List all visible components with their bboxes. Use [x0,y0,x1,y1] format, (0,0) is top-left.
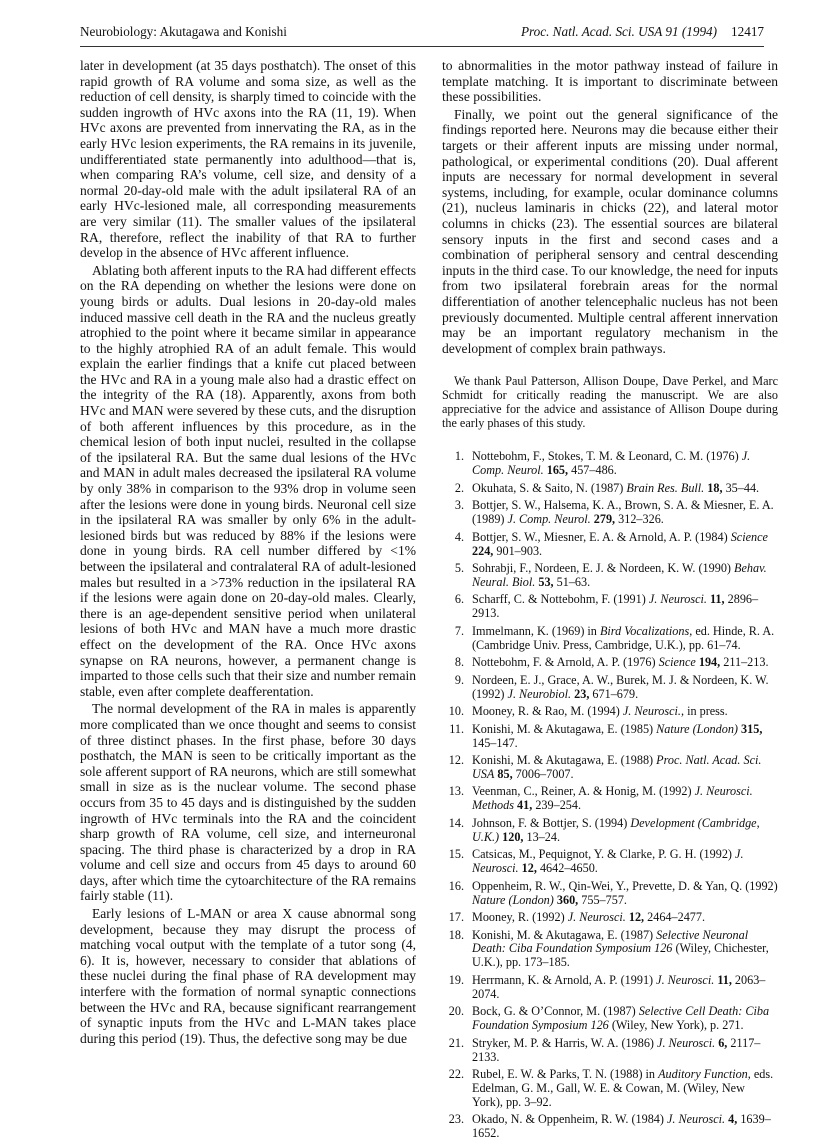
reference-number: 7. [454,623,464,638]
reference-number: 18. [448,927,464,942]
reference-number: 14. [448,815,464,830]
reference-number: 13. [448,784,464,799]
reference-volume: 165, [546,463,569,478]
reference-pages: 2464–2477. [647,910,706,925]
reference-journal: Bird Vocalizations, [599,623,693,638]
reference-volume: 53, [538,574,554,589]
reference-journal: Nature (London) [472,892,554,907]
reference-journal: Auditory Function, [658,1067,751,1082]
reference-number: 5. [454,561,464,575]
reference-journal: J. Neurosci. [666,1112,726,1127]
reference-journal: J. Neurosci. Methods [472,784,753,813]
reference-authors: Bock, G. & O’Connor, M. (1987) [472,1004,636,1019]
reference-pages: 457–486. [571,463,617,478]
reference-item [442,593,778,621]
reference-item [442,499,778,527]
acknowledgment: We thank Paul Patterson, Allison Doupe, Dave Perkel, and Marc Schmidt for critically reading the manuscript. We are also appreciative for the advice and assistance of Allison Doupe during the early phases of this study. [442,374,778,431]
reference-number: 22. [448,1067,464,1082]
reference-journal: J. Neurosci. [567,910,626,925]
reference-authors: Stryker, M. P. & Harris, W. A. (1986) [472,1035,654,1050]
reference-journal: J. Neurosci. [648,592,707,607]
reference-authors: Mooney, R. & Rao, M. (1994) [472,704,620,719]
reference-number: 23. [448,1112,464,1127]
reference-volume: 315, [741,721,763,736]
body-paragraph: The normal development of the RA in males is apparently more complicated than we once thought and seems to consist of three distinct phases. In the first phase, before 30 days posthatch, the MAN is seen to be critically important as the sole afferent support of RA neurons, which are still somewhat small in size as is the nuclear volume. The second phase occurs from 35 to 45 days and is distinguished by the sudden ingrowth of HVc terminals into the RA and the coincident sharp growth of RA volume, cell size, and interneuronal spacing. The third phase is characterized by a drop in RA volume and cell size and occurs from 45 days to around 60 days, after which time the cytoarchitecture of the RA remains fairly stable (11). [80,701,416,904]
reference-item [442,1005,778,1033]
header-journal-citation [521,24,764,40]
reference-volume: 6, [718,1035,728,1050]
reference-number: 16. [448,878,464,893]
body-paragraph: Early lesions of L-MAN or area X cause abnormal song development, because they may disrupt the process of matching vocal output with the template of a tutor song (4, 6). It is, however, necessary to consider that ablations of these nuclei during the final phase of RA development may interfere with the formation of normal synaptic connections between the HVc and RA, because significant rearrangement of synaptic inputs from the HVc and L-MAN takes place during this period (19). Thus, the defective song may be due [80,906,416,1046]
reference-item [442,848,778,876]
reference-volume: 279, [593,512,616,527]
reference-pages: ed. Hinde, R. A. (Cambridge Univ. Press, Cambridge, U.K.), pp. 61–74. [472,623,775,652]
reference-authors: Konishi, M. & Akutagawa, E. (1985) [472,721,654,736]
reference-pages: 2117–2133. [472,1035,761,1064]
reference-volume: 360, [556,892,579,907]
reference-authors: Nottebohm, F., Stokes, T. M. & Leonard, C. M. (1976) [472,449,739,464]
reference-item [442,754,778,782]
reference-authors: Mooney, R. (1992) [472,910,565,925]
reference-authors: Johnson, F. & Bottjer, S. (1994) [472,815,628,830]
reference-authors: Nordeen, E. J., Grace, A. W., Burek, M. J. & Nordeen, K. W. (1992) [472,672,769,701]
reference-pages: 7006–7007. [515,766,574,781]
reference-item [442,929,778,971]
reference-number: 1. [454,449,464,464]
reference-number: 12. [448,753,464,768]
reference-item [442,482,778,496]
reference-authors: Konishi, M. & Akutagawa, E. (1988) [472,753,654,768]
reference-authors: Scharff, C. & Nottebohm, F. (1991) [472,592,646,607]
reference-journal: Selective Neuronal Death: Ciba Foundation Symposium 126 [472,927,749,956]
reference-journal: Development (Cambridge, U.K.) [472,815,760,844]
reference-pages: 755–757. [581,892,627,907]
reference-journal: J. Neurosci., [622,704,685,719]
reference-journal: Science [730,529,768,544]
reference-number: 9. [454,672,464,687]
reference-authors: Bottjer, S. W., Halsema, K. A., Brown, S. A. & Miesner, E. A. (1989) [472,498,774,527]
reference-pages: (Wiley, New York), p. 271. [611,1018,744,1033]
reference-pages: 51–63. [556,574,591,589]
reference-number: 20. [448,1004,464,1019]
reference-item [442,705,778,719]
reference-journal: Nature (London) [656,721,738,736]
reference-list [442,450,778,1141]
reference-journal: Behav. Neural. Biol. [472,561,767,589]
reference-pages: 4642–4650. [539,861,598,876]
reference-pages: 145–147. [472,735,518,750]
reference-item [442,1037,778,1065]
reference-item [442,531,778,559]
reference-volume: 85, [497,766,513,781]
reference-journal: Brain Res. Bull. [626,480,705,495]
reference-item [442,723,778,751]
reference-volume: 120, [502,829,524,844]
reference-volume: 12, [628,910,645,925]
reference-number: 19. [448,972,464,987]
reference-pages: 211–213. [723,655,769,670]
reference-authors: Herrmann, K. & Arnold, A. P. (1991) [472,972,654,987]
reference-journal: J. Comp. Neurol. [507,512,591,527]
body-paragraph: later in development (at 35 days posthatch). The onset of this rapid growth of RA volume and soma size, as well as the reduction of cell density, is sharply timed to coincide with the sudden ingrowth of HVc axons into the RA (11, 19). When HVc axons are prevented from innervating the RA, as in the early HVc lesion experiments, the RA remains in its juvenile, undifferentiated state permanently into adulthood—that is, when comparing RA’s volume, cell size, and density of a normal 20-day-old male with the adult ipsilateral RA of an early HVc-lesioned male, all corresponding measurements are very similar (11). The smaller values of the ipsilateral RA, therefore, reflect the inability of that RA to further develop in the absence of HVc afferent influence. [80,58,416,261]
reference-volume: 11, [710,592,725,607]
reference-authors: Bottjer, S. W., Miesner, E. A. & Arnold, A. P. (1984) [472,529,728,544]
reference-number: 8. [454,655,464,670]
body-paragraph: to abnormalities in the motor pathway instead of failure in template matching. It is important to discriminate between these possibilities. [442,58,778,105]
reference-pages: 671–679. [592,686,639,701]
reference-item [442,1068,778,1110]
reference-item [442,562,778,590]
reference-item [442,625,778,653]
running-header [80,22,764,47]
reference-pages: 2063–2074. [472,972,766,1001]
reference-journal: Science [658,655,696,670]
reference-item [442,674,778,702]
reference-authors: Veenman, C., Reiner, A. & Honig, M. (1992) [472,784,692,799]
reference-pages: 2896–2913. [472,592,759,621]
body-paragraph: Finally, we point out the general significance of the findings reported here. Neurons may die because either their targets or their afferent inputs are missing under normal, pathological, or experimental conditions (20). Dual afferent inputs are necessary for normal development in several systems, including, for example, ocular dominance columns (21), nucleus laminaris in chicks (22), and lateral motor columns in chicks (23). The essential sources are bilateral sensory inputs in the first and second cases and a combination of peripheral sensory and central descending inputs in the third case. To our knowledge, the need for inputs from two ipsilateral forebrain areas for the normal differentiation of another telencephalic nucleus has not been previously documented. Multiple central afferent innervation may be an important regulatory mechanism in the development of complex brain pathways. [442,106,778,356]
reference-volume: 41, [517,798,533,813]
reference-journal: J. Neurosci. [656,972,715,987]
reference-journal: J. Neurosci. [657,1035,716,1050]
reference-authors: Rubel, E. W. & Parks, T. N. (1988) in [472,1067,656,1082]
reference-number: 11. [449,721,464,736]
page-number: 12417 [731,24,764,39]
body-paragraph: Ablating both afferent inputs to the RA had different effects on the RA depending on whether the lesions were done on young birds or adults. Dual lesions in 20-day-old males induced massive cell death in the RA and the nucleus greatly atrophied to the point where it became similar in appearance to the highly atrophied RA of an adult female. This would explain the earlier findings that a knife cut placed between the HVc and RA in a young male also had a drastic effect on the integrity of the RA (18). Apparently, axons from both HVc and MAN were severed by these cuts, and the disruption of both afferent influences by this procedure, as in the chemical lesion of both input nuclei, resulted in the collapse of the ipsilateral RA. But the same dual lesions of the HVc and MAN in adult males decreased the ipsilateral RA volume by only 38% in comparison to the 93% drop in volume seen after the lesions were done in young birds. Neuronal cell size in the ipsilateral RA was smaller by only 6% in the adult-lesioned birds but was reduced by 88% if the lesions were done in young birds. RA cell number differed by <1% between the ipsilateral and contralateral RA of adult-lesioned males but resulted in a >73% reduction in the ipsilateral RA if the lesions were again done on 20-day-old males. Clearly, there is an age-dependent sensitive period when unilateral lesions of both HVc and MAN have a much more drastic effect on the development of the RA. Once HVc axons synapse on RA neurons, however, a permanent change is imparted to those cells such that their size and number remain stable, even after complete deafferentation. [80,262,416,699]
reference-authors: Konishi, M. & Akutagawa, E. (1987) [472,927,654,942]
reference-authors: Immelmann, K. (1969) in [472,623,597,638]
reference-volume: 12, [521,861,537,876]
reference-pages: 312–326. [618,512,664,527]
reference-item [442,1113,778,1141]
reference-authors: Okuhata, S. & Saito, N. (1987) [472,480,624,495]
reference-pages: 1639–1652. [472,1112,771,1141]
reference-journal: Selective Cell Death: Ciba Foundation Symposium 126 [472,1004,770,1033]
reference-authors: Okado, N. & Oppenheim, R. W. (1984) [472,1112,664,1127]
reference-authors: Catsicas, M., Pequignot, Y. & Clarke, P. G. H. (1992) [472,847,732,862]
reference-number: 2. [454,480,464,495]
reference-volume: 224, [472,543,494,558]
reference-pages: 35–44. [725,480,760,495]
reference-number: 10. [448,704,464,719]
reference-number: 4. [454,529,464,544]
reference-number: 21. [448,1035,464,1050]
reference-number: 6. [454,592,464,607]
header-journal: Proc. Natl. Acad. Sci. USA 91 (1994) [520,24,718,39]
reference-volume: 18, [707,480,723,495]
reference-item [442,450,778,478]
reference-pages: 13–24. [526,829,561,844]
reference-number: 17. [448,910,464,925]
header-section-authors: Neurobiology: Akutagawa and Konishi [80,24,287,39]
reference-journal: Proc. Natl. Acad. Sci. USA [472,753,762,781]
reference-item [442,974,778,1002]
reference-volume: 23, [574,686,590,701]
reference-item [442,656,778,670]
reference-journal: J. Neurobiol. [507,686,572,701]
reference-pages: 901–903. [496,543,543,558]
left-column [80,58,416,1046]
reference-authors: Nottebohm, F. & Arnold, A. P. (1976) [472,655,656,670]
reference-number: 15. [448,847,464,862]
reference-volume: 4, [728,1112,738,1127]
reference-volume: 11, [717,972,732,987]
reference-item [442,880,778,908]
reference-pages: eds. Edelman, G. M., Gall, W. E. & Cowan, M. (Wiley, New York), pp. 3–92. [472,1067,774,1109]
reference-authors: Sohrabji, F., Nordeen, E. J. & Nordeen, K. W. (1990) [472,561,731,575]
right-column [442,58,778,1145]
reference-journal: J. Neurosci. [472,847,744,876]
reference-item [442,785,778,813]
reference-item [442,817,778,845]
reference-pages: (Wiley, Chichester, U.K.), pp. 173–185. [472,941,769,970]
reference-volume: 194, [698,655,721,670]
reference-journal: J. Comp. Neurol. [472,449,751,478]
reference-number: 3. [454,498,464,513]
reference-item [442,911,778,925]
reference-pages: 239–254. [535,798,582,813]
reference-pages: in press. [687,704,728,719]
reference-authors: Oppenheim, R. W., Qin-Wei, Y., Prevette, D. & Yan, Q. (1992) [472,878,778,893]
